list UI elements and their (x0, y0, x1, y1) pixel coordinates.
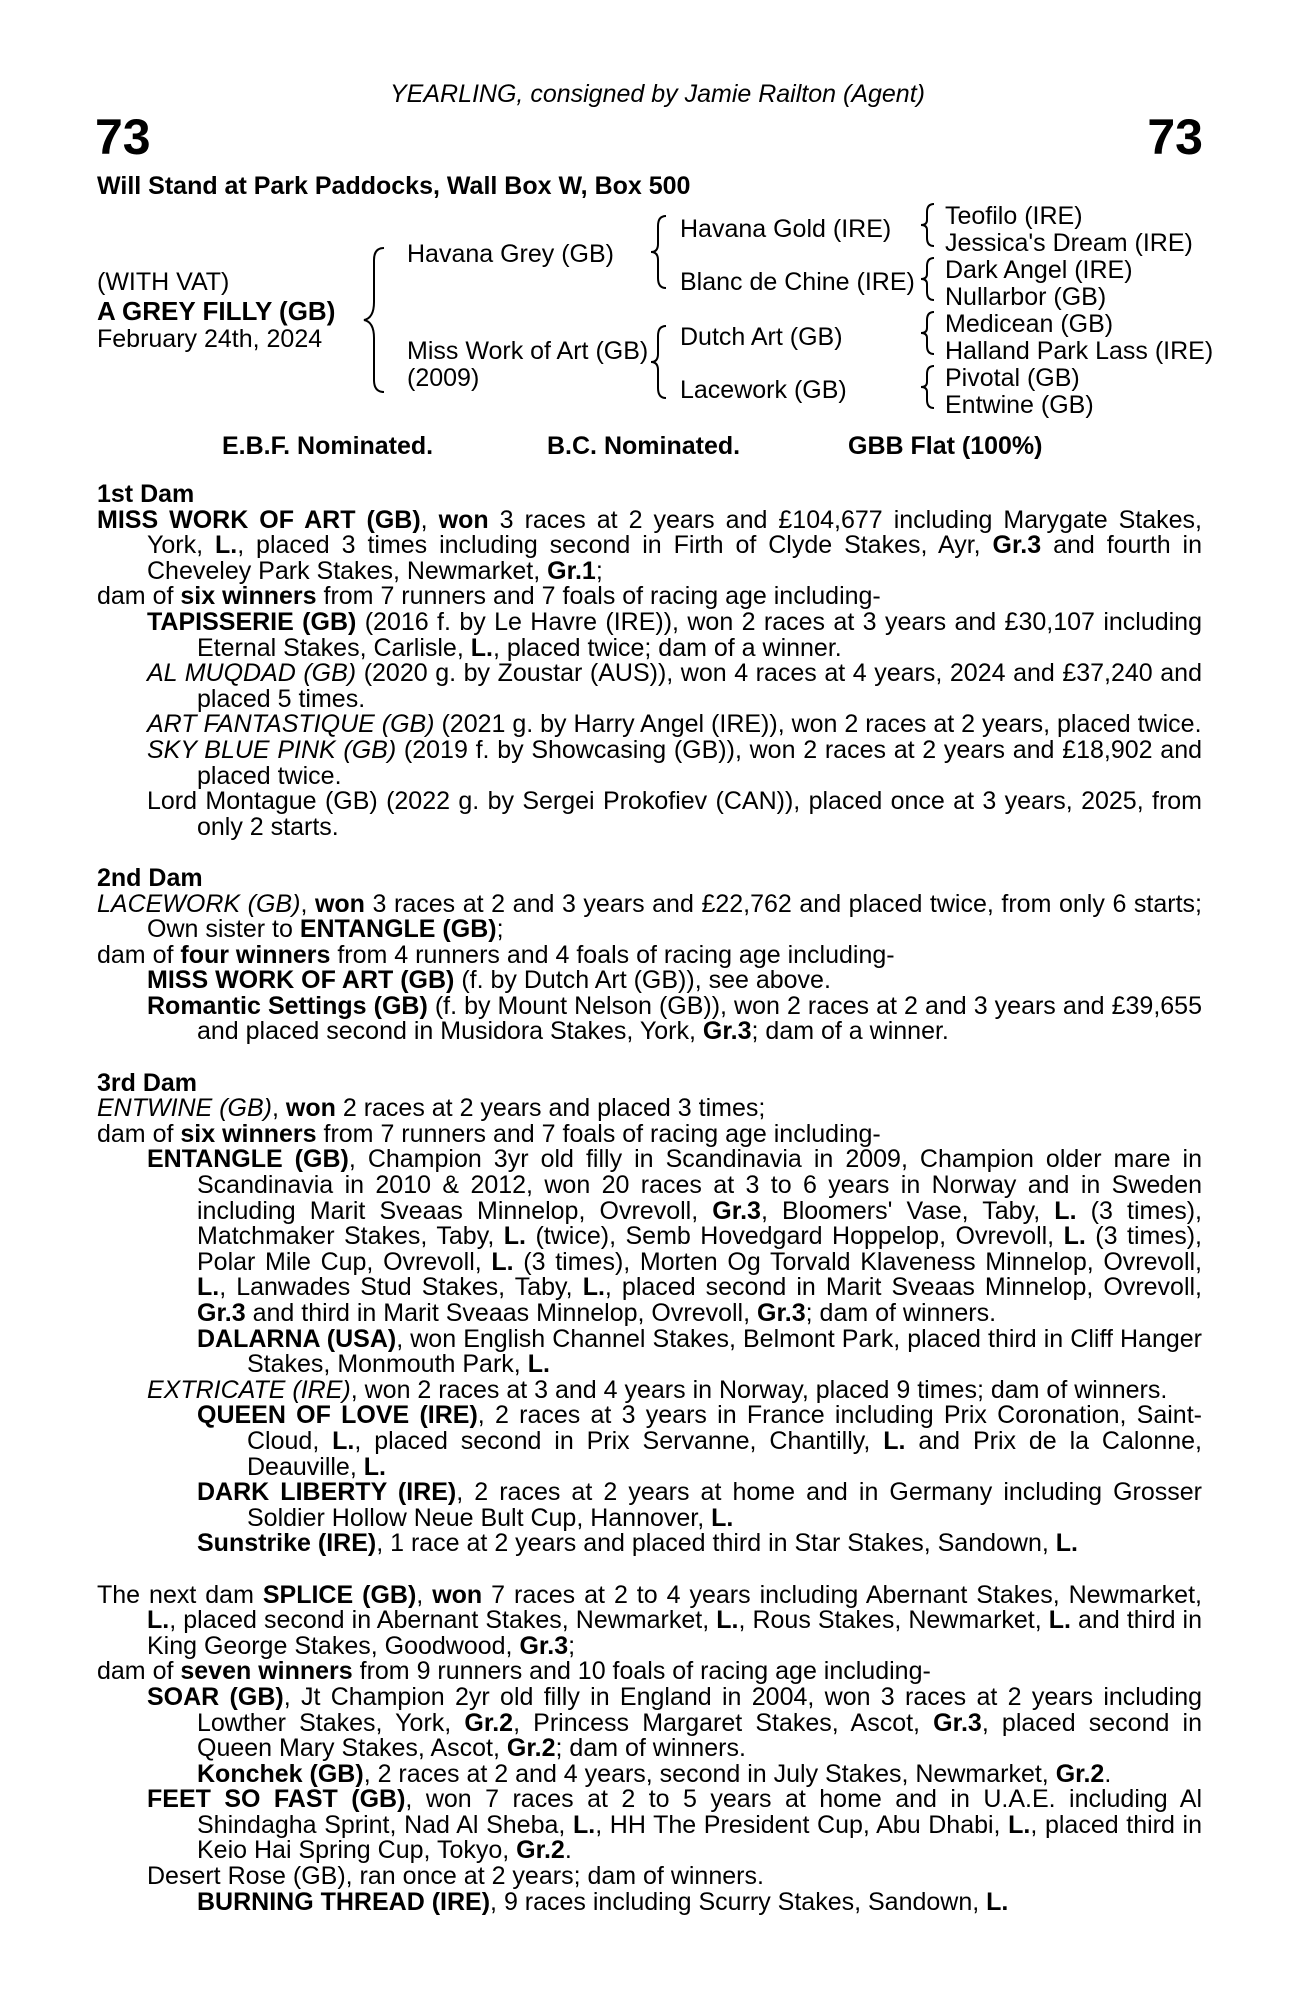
produce-dark-liberty: DARK LIBERTY (IRE), 2 races at 2 years at home and in Germany including Grosser Soldier Hollow Neue Bult Cup, Hannover, L. (197, 1478, 1202, 1532)
produce-desert-rose: Desert Rose (GB), ran once at 2 years; dam of winners. (147, 1862, 764, 1891)
produce-extricate: EXTRICATE (IRE), won 2 races at 3 and 4 years in Norway, placed 9 times; dam of winners. (147, 1375, 1168, 1404)
pedigree-brace-main (360, 240, 400, 400)
second-dam-produce-summary: dam of four winners from 4 runners and 4 foals of racing age including- (97, 940, 895, 969)
produce-art-fantastique: ART FANTASTIQUE (GB) (2021 g. by Harry Angel (IRE)), won 2 races at 2 years, placed twice. (147, 710, 1202, 739)
pedigree-brace-sire (648, 212, 672, 292)
first-dam-produce-summary: dam of six winners from 7 runners and 7 foals of racing age including- (97, 582, 881, 611)
first-dam-record: MISS WORK OF ART (GB), won 3 races at 2 years and £104,677 including Marygate Stakes, York, L., placed 3 times including second in Firth of Clyde Stakes, Ayr, Gr.3 and fourth in Cheveley Park Stakes, Newmarket, Gr.1; (97, 505, 1202, 585)
produce-sunstrike: Sunstrike (IRE), 1 race at 2 years and placed third in Star Stakes, Sandown, L. (197, 1529, 1078, 1558)
produce-dalarna: DALARNA (USA), won English Channel Stakes, Belmont Park, placed third in Cliff Hanger Stakes, Monmouth Park, L. (197, 1324, 1202, 1379)
lot-number-left: 73 (95, 109, 151, 165)
dam-year: (2009) (407, 364, 480, 392)
consignor-line: YEARLING, consigned by Jamie Railton (Agent) (390, 80, 925, 108)
produce-entangle: ENTANGLE (GB), Champion 3yr old filly in Scandinavia in 2009, Champion older mare in Scandinavia in 2010 & 2012, won 20 races at 3 to 6 years in Norway and in Sweden including Marit Sveaas Minnelop, Ovrevoll, Gr.3, Bloomers' Vase, Taby, L. (3 times), Matchmaker Stakes, Taby, L. (twice), Semb Hovedgard Hoppelop, Ovrevoll, L. (3 times), Polar Mile Cup, Ovrevoll, L. (3 times), Morten Og Torvald Klaveness Minnelop, Ovrevoll, L., Lanwades Stud Stakes, Taby, L., placed second in Marit Sveaas Minnelop, Ovrevoll, Gr.3 and third in Marit Sveaas Minnelop, Ovrevoll, Gr.3; dam of winners. (147, 1145, 1203, 1327)
dam-dam-dam: Entwine (GB) (945, 391, 1094, 419)
pedigree-brace-dd (918, 362, 940, 412)
third-dam-record: ENTWINE (GB), won 2 races at 2 years and placed 3 times; (97, 1094, 766, 1123)
dam-sire: Dutch Art (GB) (680, 323, 843, 351)
produce-al-muqdad: AL MUQDAD (GB) (2020 g. by Zoustar (AUS)), won 4 races at 4 years, 2024 and £37,240 and placed 5 times. (147, 659, 1202, 713)
sire-dam: Blanc de Chine (IRE) (680, 268, 915, 296)
horse-name: A GREY FILLY (GB) (97, 296, 336, 326)
third-dam-produce-summary: dam of six winners from 7 runners and 7 foals of racing age including- (97, 1119, 881, 1148)
third-dam-heading: 3rd Dam (97, 1068, 198, 1097)
produce-queen-of-love: QUEEN OF LOVE (IRE), 2 races at 3 years in France including Prix Coronation, Saint-Cloud, L., placed second in Prix Servanne, Chantilly, L. and Prix de la Calonne, Deauville, L. (197, 1401, 1202, 1481)
catalogue-body (97, 482, 1202, 1915)
pedigree-brace-sd (918, 254, 940, 304)
sire-sire-sire: Teofilo (IRE) (945, 202, 1083, 230)
bc-nomination: B.C. Nominated. (547, 432, 741, 460)
dam-sire-sire: Medicean (GB) (945, 310, 1114, 338)
sire-dam-dam: Nullarbor (GB) (945, 283, 1107, 311)
dam-dam: Lacework (GB) (680, 376, 847, 404)
pedigree-brace-ds (918, 308, 940, 358)
pedigree-brace-ss (918, 200, 940, 250)
second-dam-heading: 2nd Dam (97, 863, 203, 892)
produce-romantic-settings: Romantic Settings (GB) (f. by Mount Nelson (GB)), won 2 races at 2 and 3 years and £39,655 and placed second in Musidora Stakes, York, Gr.3; dam of a winner. (147, 991, 1202, 1046)
pedigree-brace-dam (648, 322, 672, 402)
produce-konchek: Konchek (GB), 2 races at 2 and 4 years, second in July Stakes, Newmarket, Gr.2. (197, 1759, 1112, 1788)
produce-burning-thread: BURNING THREAD (IRE), 9 races including Scurry Stakes, Sandown, L. (197, 1887, 1009, 1916)
dam-sire-dam: Halland Park Lass (IRE) (945, 337, 1214, 365)
foaling-date: February 24th, 2024 (97, 325, 323, 353)
dam-dam-sire: Pivotal (GB) (945, 364, 1080, 392)
stand-location: Will Stand at Park Paddocks, Wall Box W, Box 500 (97, 172, 691, 200)
sire-sire: Havana Gold (IRE) (680, 215, 892, 243)
sire: Havana Grey (GB) (407, 240, 615, 268)
vat-note: (WITH VAT) (97, 268, 230, 296)
ebf-nomination: E.B.F. Nominated. (222, 432, 434, 460)
sire-dam-sire: Dark Angel (IRE) (945, 256, 1133, 284)
dam: Miss Work of Art (GB) (407, 337, 649, 365)
gbb-nomination: GBB Flat (100%) (848, 432, 1043, 460)
produce-feet-so-fast: FEET SO FAST (GB), won 7 races at 2 to 5 years at home and in U.A.E. including Al Shindagha Sprint, Nad Al Sheba, L., HH The President Cup, Abu Dhabi, L., placed third in Keio Hai Spring Cup, Tokyo, Gr.2. (147, 1785, 1203, 1865)
produce-soar: SOAR (GB), Jt Champion 2yr old filly in England in 2004, won 3 races at 2 years including Lowther Stakes, York, Gr.2, Princess Margaret Stakes, Ascot, Gr.3, placed second in Queen Mary Stakes, Ascot, Gr.2; dam of winners. (147, 1682, 1202, 1763)
first-dam-heading: 1st Dam (97, 480, 195, 508)
produce-tapisserie: TAPISSERIE (GB) (2016 f. by Le Havre (IRE)), won 2 races at 3 years and £30,107 including Eternal Stakes, Carlisle, L., placed twice; dam of a winner. (147, 607, 1202, 662)
sire-sire-dam: Jessica's Dream (IRE) (945, 229, 1193, 257)
produce-lord-montague: Lord Montague (GB) (2022 g. by Sergei Prokofiev (CAN)), placed once at 3 years, 2025, from only 2 starts. (147, 787, 1202, 841)
next-dam-record: The next dam SPLICE (GB), won 7 races at 2 to 4 years including Abernant Stakes, Newmarket, L., placed second in Abernant Stakes, Newmarket, L., Rous Stakes, Newmarket, L. and third in King George Stakes, Goodwood, Gr.3; (97, 1580, 1202, 1660)
next-dam-produce-summary: dam of seven winners from 9 runners and 10 foals of racing age including- (97, 1657, 931, 1686)
lot-number-right: 73 (1147, 109, 1203, 165)
produce-sky-blue-pink: SKY BLUE PINK (GB) (2019 f. by Showcasing (GB)), won 2 races at 2 years and £18,902 and placed twice. (147, 735, 1202, 790)
second-dam-record: LACEWORK (GB), won 3 races at 2 and 3 years and £22,762 and placed twice, from only 6 starts; Own sister to ENTANGLE (GB); (97, 889, 1202, 944)
produce-miss-work-of-art: MISS WORK OF ART (GB) (f. by Dutch Art (GB)), see above. (147, 966, 831, 995)
